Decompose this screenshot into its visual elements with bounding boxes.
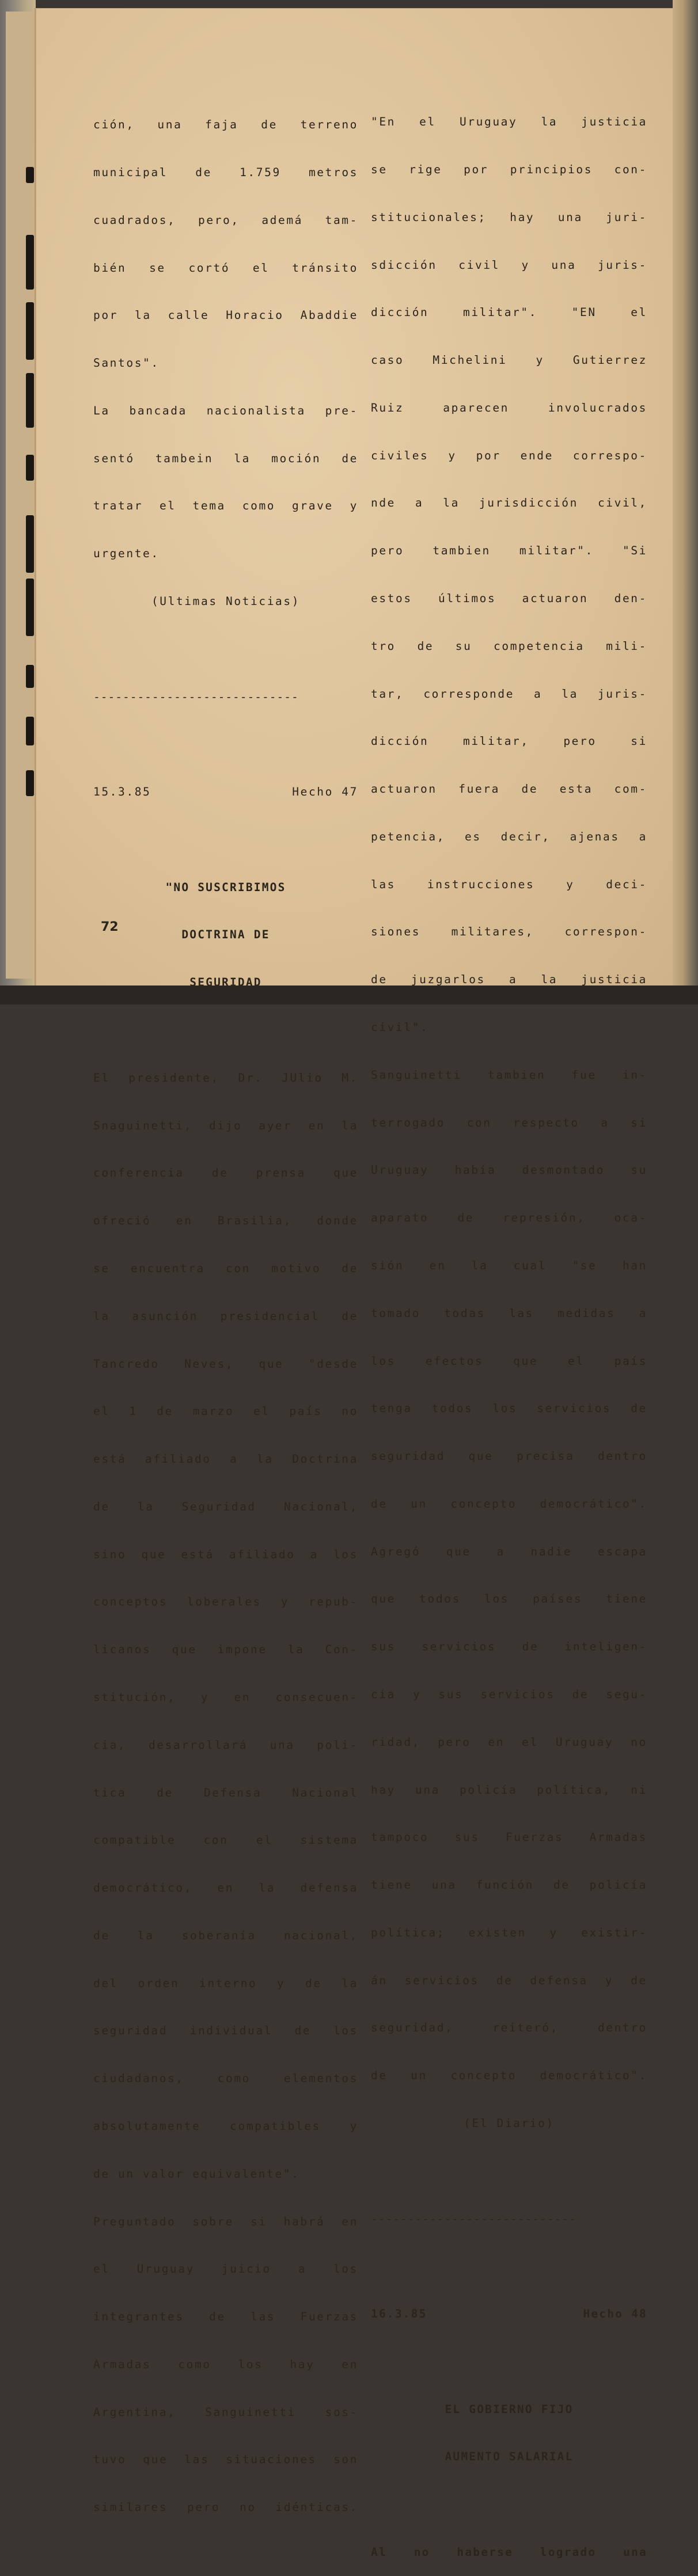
text-line: tomado todas las medidas a xyxy=(371,1306,647,1320)
text-line: similares pero no idénticas. xyxy=(93,2501,358,2514)
scan-margin-mark xyxy=(26,770,34,796)
text-line: tratar el tema como grave y xyxy=(93,499,358,513)
text-line: nde a la jurisdicción civil, xyxy=(371,496,647,510)
text-line: los efectos que el país xyxy=(371,1354,647,1368)
text-line: Armadas como los hay en xyxy=(93,2357,358,2371)
text-line: Snaguinetti, dijo ayer en la xyxy=(93,1118,358,1132)
text-line: de un concepto democrático". xyxy=(371,2069,647,2083)
text-line: tenga todos los servicios de xyxy=(371,1402,647,1416)
text-line: de un valor equivalente". xyxy=(93,2167,300,2181)
text-line: el Uruguay juicio a los xyxy=(93,2262,358,2276)
page-binding-edge xyxy=(673,0,698,1004)
text-line: sus servicios de inteligen- xyxy=(371,1640,647,1654)
text-line: las instrucciones y deci- xyxy=(371,877,647,891)
text-line: Sanguinetti tambien fue in- xyxy=(371,1068,647,1082)
text-line: pero tambien militar". "Si xyxy=(371,544,647,558)
scan-margin-mark xyxy=(26,373,34,428)
text-line: la asunción presidencial de xyxy=(93,1309,358,1323)
entry-header xyxy=(93,784,358,800)
text-line: compatible con el sistema xyxy=(93,1833,358,1847)
text-line: cia, desarrollará una poli- xyxy=(93,1738,358,1752)
entry-title-line: EL GOBIERNO FIJO xyxy=(445,2402,574,2416)
text-line: estos últimos actuaron den- xyxy=(371,592,647,605)
text-line: Tancredo Neves, que "desde xyxy=(93,1357,358,1371)
text-line: civiles y por ende correspo- xyxy=(371,448,647,462)
text-line: tro de su competencia mili- xyxy=(371,639,647,653)
text-line: cia y sus servicios de segu- xyxy=(371,1687,647,1701)
text-line: stitucionales; hay una juri- xyxy=(371,210,647,224)
text-line: Uruguay había desmontado su xyxy=(371,1163,647,1177)
text-line: integrantes de las Fuerzas xyxy=(93,2310,358,2324)
text-line: tampoco sus Fuerzas Armadas xyxy=(371,1831,647,1844)
entry-title-line: "NO SUSCRIBIMOS xyxy=(165,880,286,894)
text-line: de la Seguridad Nacional, xyxy=(93,1500,358,1513)
text-line: sdicción civil y una juris- xyxy=(371,258,647,272)
scan-margin-mark xyxy=(26,235,34,290)
source-citation: (El Diario) xyxy=(464,2117,555,2130)
text-line: se encuentra con motivo de xyxy=(93,1261,358,1275)
left-column xyxy=(93,85,358,2531)
scan-margin-mark xyxy=(26,665,34,688)
text-line: ción, una faja de terreno xyxy=(93,118,358,132)
text-line: tar, corresponde a la juris- xyxy=(371,687,647,701)
text-line: tica de Defensa Nacional xyxy=(93,1786,358,1799)
text-line: por la calle Horacio Abaddie xyxy=(93,309,358,322)
text-line: ciudadanos, como elementos xyxy=(93,2072,358,2086)
entry-number: Hecho 48 xyxy=(583,2307,647,2321)
text-line: que todos los países tiene xyxy=(371,1592,647,1606)
text-line: bién se cortó el tránsito xyxy=(93,261,358,275)
text-line: aparato de represión, oca- xyxy=(371,1211,647,1225)
text-line: petencia, es decir, ajenas a xyxy=(371,830,647,843)
scan-margin-mark xyxy=(26,455,34,481)
text-line: tiene una función de policía xyxy=(371,1878,647,1892)
text-line: seguridad individual de los xyxy=(93,2024,358,2038)
text-line: licanos que impone la Con- xyxy=(93,1643,358,1657)
scan-margin-mark xyxy=(26,302,34,360)
text-line: El presidente, Dr. JUlio M. xyxy=(93,1071,358,1085)
text-line: de la soberanía nacional, xyxy=(93,1928,358,1942)
entry-date: 16.3.85 xyxy=(371,2307,427,2321)
entry-header xyxy=(371,2306,647,2322)
text-line: sentó tambein la moción de xyxy=(93,451,358,465)
text-line: Argentina, Sanguinetti sos- xyxy=(93,2405,358,2419)
scan-margin-mark xyxy=(26,515,34,573)
text-line: dicción militar, pero si xyxy=(371,735,647,748)
text-line: civil". xyxy=(371,1021,429,1034)
text-line: hay una policía política, ni xyxy=(371,1783,647,1797)
text-line: tuvo que las situaciones son xyxy=(93,2453,358,2467)
text-line: absolutamente compatibles y xyxy=(93,2120,358,2133)
text-line: conferencia de prensa que xyxy=(93,1166,358,1180)
text-line: La bancada nacionalista pre- xyxy=(93,404,358,417)
text-line: siones militares, correspon- xyxy=(371,925,647,939)
text-line: seguridad, reiteró, dentro xyxy=(371,2021,647,2035)
text-line: urgente. xyxy=(93,547,160,561)
text-line: política; existen y existir- xyxy=(371,1926,647,1939)
entry-date: 15.3.85 xyxy=(93,785,151,799)
text-line: Ruiz aparecen involucrados xyxy=(371,401,647,414)
text-line: actuaron fuera de esta com- xyxy=(371,782,647,796)
text-line: democrático, en la defensa xyxy=(93,1881,358,1895)
text-line: está afiliado a la Doctrina xyxy=(93,1452,358,1466)
text-line: án servicios de defensa y de xyxy=(371,1973,647,1987)
text-line: Agregó que a nadie escapa xyxy=(371,1544,647,1558)
text-line: Santos". xyxy=(93,356,160,370)
right-column xyxy=(371,82,647,2576)
text-line: de juzgarlos a la justicia xyxy=(371,973,647,987)
entry-number: Hecho 47 xyxy=(292,785,358,799)
text-line: cuadrados, pero, ademá tam- xyxy=(93,213,358,227)
text-line: el 1 de marzo el país no xyxy=(93,1405,358,1418)
text-line: ofreció en Brasilia, donde xyxy=(93,1214,358,1228)
entry-title-line: SEGURIDAD xyxy=(189,976,262,990)
text-line: caso Michelini y Gutierrez xyxy=(371,353,647,367)
scan-margin-mark xyxy=(26,579,34,636)
scan-margin-mark xyxy=(26,167,34,183)
source-citation: (Ultimas Noticias) xyxy=(151,595,301,608)
scan-margin-mark xyxy=(26,717,34,745)
text-line: sino que está afiliado a los xyxy=(93,1547,358,1561)
text-line: sión en la cual "se han xyxy=(371,1258,647,1272)
text-line: conceptos loberales y repub- xyxy=(93,1595,358,1609)
entry-title-line: DOCTRINA DE xyxy=(181,928,270,942)
page-number: 72 xyxy=(101,920,119,934)
section-divider: ---------------------------- xyxy=(93,690,299,703)
text-line: dicción militar". "EN el xyxy=(371,306,647,319)
text-line: del orden interno y de la xyxy=(93,1976,358,1990)
section-divider: ---------------------------- xyxy=(371,2212,576,2225)
text-line: Al no haberse logrado una xyxy=(371,2545,647,2559)
text-line: terrogado con respecto a si xyxy=(371,1116,647,1129)
text-line: seguridad que precisa dentro xyxy=(371,1449,647,1463)
text-line: ridad, pero en el Uruguay no xyxy=(371,1735,647,1749)
text-line: municipal de 1.759 metros xyxy=(93,165,358,179)
text-line: se rige por principios con- xyxy=(371,162,647,176)
text-line: stitución, y en consecuen- xyxy=(93,1690,358,1704)
text-line: Preguntado sobre si habrá en xyxy=(93,2214,358,2228)
text-line: "En el Uruguay la justicia xyxy=(371,115,647,129)
entry-title-line: AUMENTO SALARIAL xyxy=(445,2450,574,2464)
text-line: de un concepto democrático". xyxy=(371,1497,647,1510)
